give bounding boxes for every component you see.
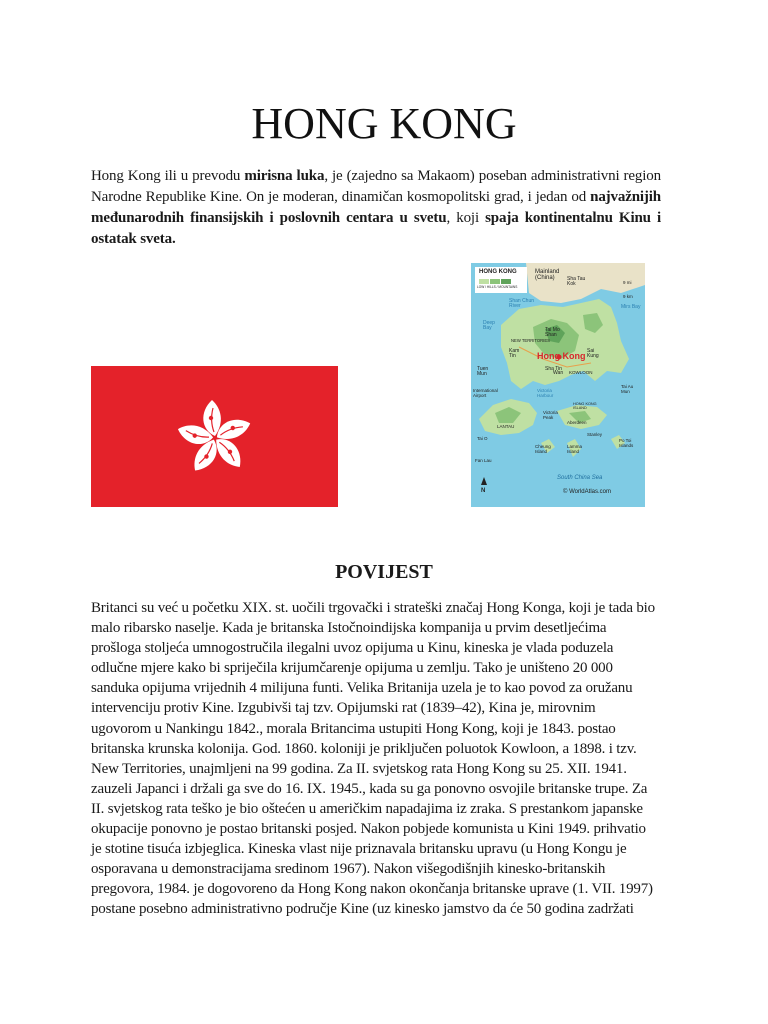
map-scale-km: 9 km [623, 294, 633, 299]
map-place-lantau: LANTAU [497, 424, 515, 429]
map-place-airport: International Airport [473, 388, 498, 398]
map-legend: LOW / HILLS / MOUNTAINS [477, 285, 518, 289]
map-place-new-territories: NEW TERRITORIES [511, 338, 550, 343]
map-place-victoria-peak: Victoria Peak [543, 410, 558, 420]
map-place-wan: Wan [553, 370, 564, 376]
map-place-sai-kung: Sai Kung [587, 348, 599, 359]
hong-kong-map-image [471, 263, 645, 507]
intro-text-1: Hong Kong ili u prevodu [91, 168, 245, 184]
map-place-tuen-mun: Tuen Mun [477, 366, 489, 377]
intro-bold-2: najvažnijih međunarodnih finansijskih i poslovnih centara u svetu [91, 189, 661, 226]
map-center-label: Hong Kong [537, 351, 586, 361]
map-graphic [471, 263, 645, 507]
intro-text-2: , je (zajedno sa Makaom) poseban administrativni region Narodne Republike Kine. On je moderan, dinamičan kosmopolitski grad, i jedan od [91, 168, 661, 205]
map-place-stanley: Stanley [587, 432, 603, 437]
map-place-lamma-island: Lamma Island [567, 444, 583, 454]
hong-kong-flag-image [91, 366, 338, 507]
intro-bold-3: spaja kontinentalnu Kinu i ostatak sveta. [91, 210, 662, 247]
bauhinia-flower-icon [91, 366, 338, 507]
map-place-victoria-harbour: Victoria Harbour [537, 388, 554, 398]
map-place-mirs-bay: Mirs Bay [621, 304, 641, 310]
map-place-kowloon: KOWLOON [569, 370, 593, 375]
intro-bold-1: mirisna luka [244, 168, 325, 184]
map-heading: HONG KONG [479, 269, 517, 275]
section-heading: POVIJEST [335, 561, 433, 583]
map-place-deep-bay: Deep Bay [483, 320, 495, 331]
map-scale-mi: 9 mi [623, 280, 632, 285]
map-north-label: N [481, 488, 486, 494]
map-place-kam-tin: Kam Tin [509, 348, 520, 359]
map-place-sha-tin: Sha Tin [545, 366, 562, 372]
map-mainland-label: Mainland (China) [535, 269, 560, 281]
map-place-fan-lau: Fan Lau [475, 458, 492, 463]
page-title: HONG KONG [251, 99, 517, 148]
map-place-tai-o: Tai O [477, 436, 488, 441]
map-place-shan-chun-river: Shan Chun River [509, 298, 535, 309]
map-place-cheung-island: Cheung Island [535, 444, 551, 454]
intro-paragraph [91, 166, 661, 250]
map-credit: © WorldAtlas.com [563, 489, 611, 495]
history-paragraph: Britanci su već u početku XIX. st. uočili trgovački i strateški značaj Hong Konga, koji je tada bio malo ribarsko naselje. Kada je britanska Istočnoindijska kompanija u prvim desetljećima prošloga stoljeća umnogostručila ilegalni uvoz opijuma u Kinu, kineska je vlada poduzela odlučne mjere kako bi spriječila krijumčarenje opijuma u zemlju. Tako je uništeno 20 000 sanduka opijuma vrijednih 4 milijuna funti. Velika Britanija uzela je to kao povod za oružanu intervenciju protiv Kine. Izgubivši taj tzv. Opijumski rat (1839–42), Kina je, mirovnim ugovorom u Nankingu 1842., morala Britancima ustupiti Hong Kong, koji je 1843. postao britanska krunska kolonija. God. 1860. koloniji je priključen poluotok Kowloon, a 1898. i tzv. New Territories, unajmljeni na 99 godina. Za II. svjetskog rata Hong Kong su 25. XII. 1941. zauzeli Japanci i držali ga sve do 16. IX. 1945., kada su ga ponovno osvojile britanske trupe. Za II. svjetskog rata teško je bio oštećen u američkim napadajima iz zraka. S prestankom japanske okupacije ponovno je postao britanski posjed. Nakon pobjede komunista u Kini 1949. prihvatio je stotine tisuća izbjeglica. Kineska vlast nije priznavala britansku upravu (u Hong Kongu je osporavana u demonstracijama sredinom 1967). Nakon višegodišnjih kinesko-britanskih pregovora, 1984. je dogovoreno da Hong Kong nakon okončanja britanske uprave (1. VII. 1997) postane posebno administrativno područje Kine (uz kinesko jamstvo da će 50 godina zadržati [91, 600, 655, 918]
map-place-tai-au-mun: Tai Au Mun [621, 384, 634, 394]
intro-text-3: , koji [446, 210, 486, 226]
map-place-po-toi-islands: Po Toi Islands [619, 438, 634, 448]
map-place-sha-tau-kok: Sha Tau Kok [567, 276, 586, 287]
map-place-tai-mo-shan: Tai Mo Shan [545, 327, 560, 338]
map-place-aberdeen: Aberdeen [567, 420, 587, 425]
map-sea-label: South China Sea [557, 475, 603, 481]
map-place-hong-kong-island: HONG KONG ISLAND [573, 402, 597, 410]
